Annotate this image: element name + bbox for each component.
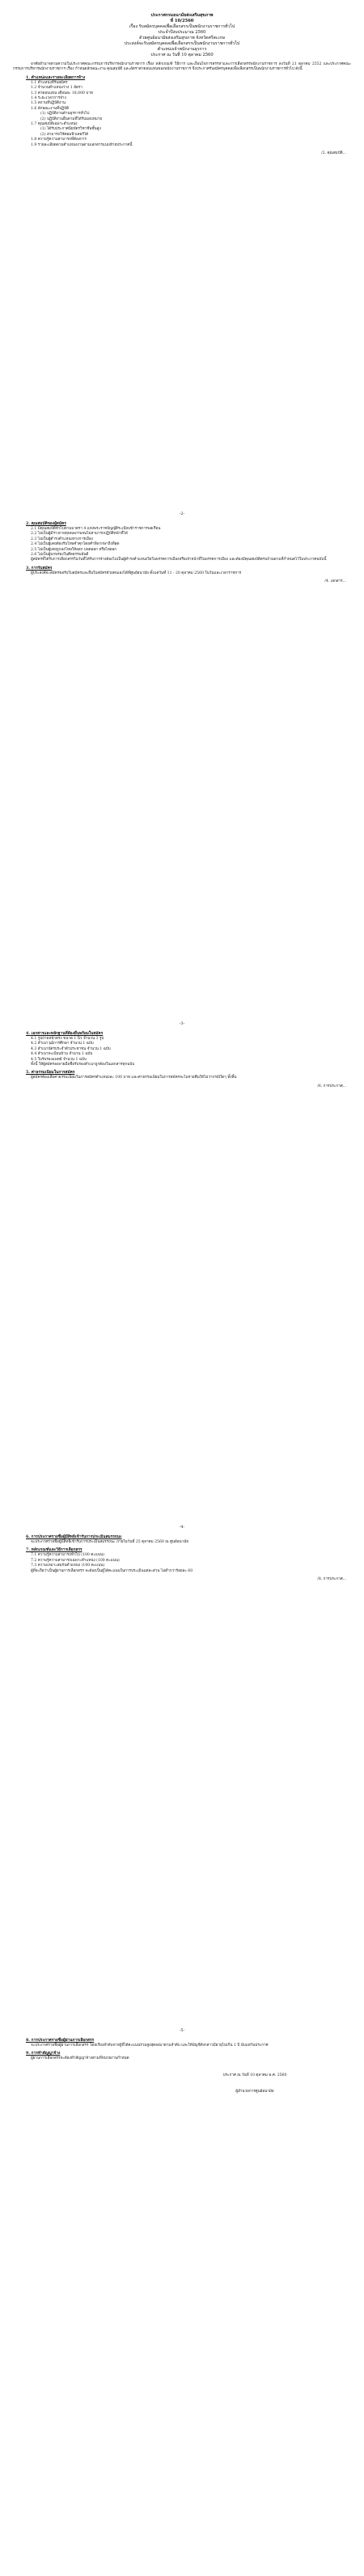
sub-item: (1) ได้รับประกาศนียบัตรวิชาชีพชั้นสูง xyxy=(40,127,101,132)
page-number: -5- xyxy=(179,2028,185,2033)
body-paragraph: ผู้ที่จะถือว่าเป็นผู้ผ่านการเลือกสรร จะต้องเป็นผู้ได้คะแนนในการประเมินแต่ละส่วน ไม่ต่ำกว่าร้อยละ 60 xyxy=(31,1568,193,1573)
document-page-1 xyxy=(13,11,351,497)
section-heading: 9. การทำสัญญาจ้าง xyxy=(26,2051,61,2056)
list-item: 1.7 คุณสมบัติเฉพาะตำแหน่ง xyxy=(31,122,78,127)
document-page-2 xyxy=(13,511,351,997)
sub-item: (2) ปฏิบัติงานอื่นตามที่ได้รับมอบหมาย xyxy=(40,117,103,121)
list-item: 7.1 ความรู้ความสามารถทั่วไป (100 คะแนน) xyxy=(31,1553,104,1558)
section-heading: 5. ค่าธรรมเนียมในการสมัคร xyxy=(26,1070,75,1076)
list-item: 7.3 ความเหมาะสมกับตำแหน่ง (100 คะแนน) xyxy=(31,1564,105,1568)
purpose-line: ประสงค์จะรับสมัครบุคคลเพื่อเลือกสรรเป็นพนักงานราชการทั่วไป xyxy=(124,41,240,46)
body-paragraph: ผู้สมัครที่ได้รับการเลือกสรรในวันที่ได้รับการจ้างต้องไม่เป็นผู้ดำรงตำแหน่งใดในพรรคการเมืองหรือเจ้าหน้าที่ในพรรคการเมือง และต้องมีคุณสมบัติครบถ้วนตามที่กำหนดไว้ในประกาศฉบับนี้ xyxy=(31,558,327,562)
list-item: 4.1 รูปถ่ายหน้าตรง ขนาด 1 นิ้ว จำนวน 3 รูป xyxy=(31,1037,104,1041)
list-item: 1.5 สถานที่ปฏิบัติงาน xyxy=(31,101,66,106)
section-heading: 6. การประกาศรายชื่อผู้มีสิทธิเข้ารับการประเมินสมรรถนะ xyxy=(26,1534,122,1539)
document-page-5 xyxy=(13,2028,351,2562)
list-item: 2.5 ไม่เป็นผู้เคยถูกลงโทษให้ออก ปลดออก หรือไล่ออก xyxy=(31,547,117,552)
continued-marker: /8. การประกาศ... xyxy=(317,1577,346,1582)
agency-line: ด้วยศูนย์อนามัยส่งเสริมสุขภาพ จังหวัดศรีสะเกษ xyxy=(139,36,225,40)
list-item: 4.3 สำเนาบัตรประจำตัวประชาชน จำนวน 1 ฉบับ xyxy=(31,1046,111,1051)
sub-item: (1) ปฏิบัติงานด้านธุรการทั่วไป xyxy=(40,112,90,117)
body-paragraph: ผู้ผ่านการเลือกสรรจะต้องทำสัญญาจ้างตามที่หน่วยงานกำหนด xyxy=(31,2056,129,2061)
list-item: 1.1 ตำแหน่งที่รับสมัคร xyxy=(31,80,68,85)
list-item: 1.8 ความรู้ความสามารถที่ต้องการ xyxy=(31,138,87,142)
announcement-number: ที่ 10/2560 xyxy=(170,19,194,23)
body-paragraph: ทั้งนี้ ให้ผู้สมัครลงลายมือชื่อรับรองสำเนาถูกต้องในเอกสารทุกฉบับ xyxy=(31,1063,135,1067)
page-number: -4- xyxy=(179,1525,185,1530)
list-item: 4.2 สำเนาวุฒิการศึกษา จำนวน 1 ฉบับ xyxy=(31,1042,94,1046)
list-item: 7.2 ความรู้ความสามารถเฉพาะตำแหน่ง (100 คะแนน) xyxy=(31,1558,120,1563)
list-item: 1.2 จำนวนตำแหน่งว่าง 1 อัตรา xyxy=(31,86,83,91)
list-item: 1.3 ค่าตอบแทน เดือนละ 18,000 บาท xyxy=(31,91,93,95)
closing-item: 1.9 รายละเอียดตามตำแหน่งงานตามเอกสารแนบท้ายประกาศนี้ xyxy=(31,142,133,147)
intro-paragraph: อาศัยอำนาจตามความในประกาศคณะกรรมการบริหารพนักงานราชการ เรื่อง หลักเกณฑ์ วิธีการ และเงื่อนไขการสรรหาและการเลือกสรรพนักงานราชการ ลงวันที่ 21 ตุลาคม 2552 และประกาศคณะกรรมการบริหารพนักงานราชการ เรื่อง กำหนดลักษณะงาน คุณสมบัติ และอัตราค่าตอบแทนของพนักงานราชการ จึงประกาศรับสมัครบุคคลเพื่อเลือกสรรเป็นพนักงานราชการทั่วไป ดังนี้ xyxy=(13,62,351,72)
sub-item: (2) สามารถใช้คอมพิวเตอร์ได้ xyxy=(40,132,89,137)
section-heading: 7. หลักเกณฑ์และวิธีการเลือกสรร xyxy=(26,1547,83,1553)
section-heading: 2. คุณสมบัติของผู้สมัคร xyxy=(26,521,66,526)
list-item: 2.3 ไม่เป็นผู้ดำรงตำแหน่งทางการเมือง xyxy=(31,537,93,541)
position-line: ตำแหน่งเจ้าพนักงานธุรการ xyxy=(157,47,207,52)
announcement-title: ประกาศกรมอนามัยส่งเสริมสุขภาพ xyxy=(150,13,214,18)
body-paragraph: ผู้สมัครต้องเสียค่าธรรมเนียมในการสมัครตำแหน่งละ 100 บาท และค่าธรรมเนียมในการสมัครจะไม่จ่ายคืนให้ไม่ว่ากรณีใดๆ ทั้งสิ้น xyxy=(31,1076,237,1080)
list-item: 4.5 ใบรับรองแพทย์ จำนวน 1 ฉบับ xyxy=(31,1057,87,1062)
page-number: -3- xyxy=(179,1021,185,1026)
continued-marker: /4. เอกสาร... xyxy=(324,579,346,584)
body-paragraph: ผู้ประสงค์จะสมัครขอรับใบสมัครและยื่นใบสมัครด้วยตนเองได้ที่ศูนย์อนามัย ตั้งแต่วันที่ 11 - 20 ตุลาคม 2560 ในวันและเวลาราชการ xyxy=(31,571,242,575)
section-heading: 3. การรับสมัคร xyxy=(26,565,53,571)
document-page-3 xyxy=(13,1021,351,1507)
signature-date: ประกาศ ณ วันที่ 10 ตุลาคม พ.ศ. 2560 xyxy=(222,2073,287,2077)
list-item: 4.4 สำเนาทะเบียนบ้าน จำนวน 1 ฉบับ xyxy=(31,1052,93,1057)
body-paragraph: จะประกาศรายชื่อผู้มีสิทธิเข้ารับการประเมินสมรรถนะ ภายในวันที่ 25 ตุลาคม 2560 ณ ศูนย์อนามัย xyxy=(31,1540,188,1544)
list-item: 2.2 ไม่เป็นผู้มีร่างกายทุพพลภาพจนไม่สามารถปฏิบัติหน้าที่ได้ xyxy=(31,532,128,537)
list-item: 1.4 ระยะเวลาการจ้าง xyxy=(31,96,66,101)
list-item: 2.6 ไม่เป็นผู้บกพร่องในศีลธรรมอันดี xyxy=(31,553,89,558)
body-paragraph: จะประกาศรายชื่อผู้ผ่านการเลือกสรร โดยเรียงลำดับจากผู้ที่ได้คะแนนรวมสูงสุดลงมาตามลำดับ และให้บัญชีดังกล่าวมีอายุไม่เกิน 1 ปี นับแต่วันประกาศ xyxy=(31,2043,269,2048)
section-heading: 8. การประกาศรายชื่อผู้ผ่านการเลือกสรร xyxy=(26,2038,95,2043)
fiscal-year-line: ประจำปีงบประมาณ 2560 xyxy=(158,30,206,35)
subject-line: เรื่อง รับสมัครบุคคลเพื่อเลือกสรรเป็นพนักงานราชการทั่วไป xyxy=(129,24,235,29)
document-page-4 xyxy=(13,1525,351,2010)
list-item: 2.1 มีคุณสมบัติทั่วไปตามมาตรา 4 แห่งพระราชบัญญัติระเบียบข้าราชการพลเรือน xyxy=(31,527,161,531)
continued-marker: /6. การประกาศ... xyxy=(317,1084,346,1089)
date-line: ประกาศ ณ วันที่ 10 ตุลาคม 2560 xyxy=(150,53,214,57)
signatory-title: ผู้อำนวยการศูนย์อนามัย xyxy=(235,2090,274,2094)
page-number: -2- xyxy=(179,511,185,516)
list-item: 1.6 ลักษณะงานที่ปฏิบัติ xyxy=(31,106,70,111)
list-item: 2.4 ไม่เป็นผู้เคยต้องรับโทษจำคุกโดยคำพิพากษาถึงที่สุด xyxy=(31,542,120,547)
continued-marker: /2. คุณสมบัติ... xyxy=(321,151,346,156)
section-heading: 1. ตำแหน่งและรายละเอียดการจ้าง xyxy=(26,74,86,80)
section-heading: 4. เอกสารและหลักฐานที่ต้องยื่นพร้อมใบสมัคร xyxy=(26,1031,104,1036)
